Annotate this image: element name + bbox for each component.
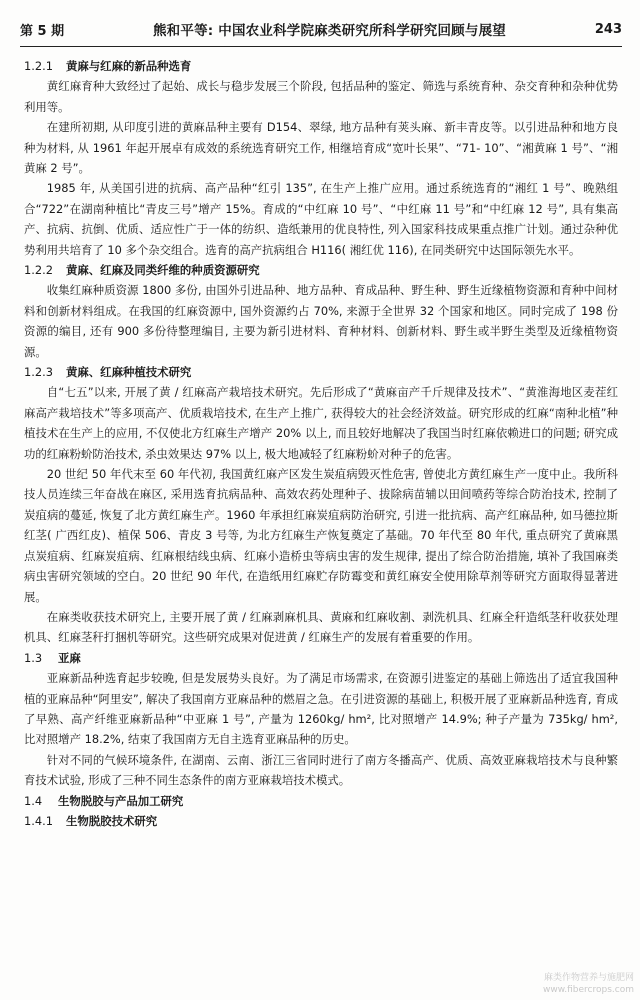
watermark-url: www.fibercrops.com xyxy=(543,985,634,995)
paragraph: 在麻类收获技术研究上, 主要开展了黄 / 红麻剥麻机具、黄麻和红麻收割、剥洗机具、红麻全秆造纸茎秆收获处理机具、红麻茎秆打捆机等研究。这些研究成果对促进黄 / 红麻生产的发展有着重要的作用。 xyxy=(24,609,618,645)
section-number: 1.2.1 xyxy=(24,59,53,73)
section-title: 生物脱胶技术研究 xyxy=(66,813,158,828)
article-body xyxy=(24,56,618,831)
header-rule xyxy=(20,46,622,47)
section-number: 1.4.1 xyxy=(24,813,53,828)
running-header xyxy=(20,16,622,42)
paragraph: 黄红麻育种大致经过了起始、成长与稳步发展三个阶段, 包括品种的鉴定、筛选与系统育种、杂交育种和杂种优势利用等。 xyxy=(24,79,618,114)
page-number: 243 xyxy=(594,21,622,37)
site-watermark xyxy=(543,972,634,996)
paragraph: 1985 年, 从美国引进的抗病、高产品种“红引 135”, 在生产上推广应用。通过系统选育的“湘红 1 号”、晚熟组合“722”在湖南种植比“青皮三号”增产 15%。育成的“中红麻 10 号”、“中红麻 11 号”和“中红麻 12 号”, 具有集高产、抗病、抗倒、优质、适应性广于一体的纺织、造纸兼用的优良特性, 列入国家科技成果重点推广计划。通过杂种优势利用共培育了 10 多个杂交组合。选育的高产抗病组合 H116( 湘红优 116), 在同类研究中达国际领先水平。 xyxy=(24,181,618,257)
section-title: 亚麻 xyxy=(58,650,81,665)
section-title: 黄麻、红麻及同类纤维的种质资源研究 xyxy=(66,263,260,278)
paragraph: 亚麻新品种选育起步较晚, 但是发展势头良好。为了满足市场需求, 在资源引进鉴定的基础上筛选出了适宜我国种植的亚麻品种“阿里安”, 解决了我国南方亚麻品种的燃眉之急。在引进资源的基础上, 积极开展了亚麻新品种选育, 育成了早熟、高产纤维亚麻新品种“中亚麻 1 号”, 产量为 1260kg/ hm², 比对照增产 14.9%; 种子产量为 735kg/ hm², 比对照增产 18.2%, 结束了我国南方无自主选育亚麻品种的历史。 xyxy=(24,671,618,747)
issue-label: 第 5 期 xyxy=(20,23,65,39)
section-number: 1.3 xyxy=(24,650,43,665)
section-number: 1.2.2 xyxy=(24,263,53,278)
section-number: 1.2.3 xyxy=(24,365,53,380)
section-heading xyxy=(24,791,618,811)
section-heading xyxy=(24,648,618,668)
paragraph: 在建所初期, 从印度引进的黄麻品种主要有 D154、翠绿, 地方品种有荚头麻、新丰青皮等。以引进品种和地方良种为材料, 从 1961 年起开展卓有成效的系统选育研究工作, 相继培育成“宽叶长果”、“71- 10”、“湘黄麻 1 号”、“湘黄麻 2 号”。 xyxy=(24,120,618,176)
section-number: 1.4 xyxy=(24,793,43,808)
section-title: 黄麻、红麻种植技术研究 xyxy=(66,365,192,380)
section-heading xyxy=(24,362,618,382)
section-title: 黄麻与红麻的新品种选育 xyxy=(66,59,192,73)
section-title: 生物脱胶与产品加工研究 xyxy=(58,793,184,808)
paragraph: 收集红麻种质资源 1800 多份, 由国外引进品种、地方品种、育成品种、野生种、野生近缘植物资源和育种中间材料和创新材料组成。在我国的红麻资源中, 国外资源约占 70%, 来源于全世界 32 个国家和地区。同时完成了 198 份资源的编目, 还有 900 多份待整理编目, 主要为新引进材料、育种材料、创新材料、野生或半野生类型及近缘植物资源。 xyxy=(24,283,618,359)
section-heading xyxy=(24,260,618,280)
paragraph: 自“七五”以来, 开展了黄 / 红麻高产栽培技术研究。先后形成了“黄麻亩产千斤规律及技术”、“黄淮海地区麦茬红麻高产栽培技术”等多项高产、优质栽培技术, 在生产上推广, 获得较大的社会经济效益。研究形成的红麻“南种北植”种植技术在生产上的应用, 不仅使北方红麻生产增产 20% 以上, 而且较好地解决了我国当时红麻依赖进口的问题; 研究成功的红麻粉蚧防治技术, 杀虫效果达 97% 以上, 极大地减轻了红麻粉蚧对种子的危害。 xyxy=(24,385,618,461)
section-heading xyxy=(24,811,618,831)
article-title: 熊和平等: 中国农业科学院麻类研究所科学研究回顾与展望 xyxy=(152,23,506,39)
watermark-name: 麻类作物营养与施肥网 xyxy=(543,973,634,983)
paragraph: 针对不同的气候环境条件, 在湖南、云南、浙江三省同时进行了南方冬播高产、优质、高效亚麻栽培技术与良种繁育技术试验, 形成了三种不同生态条件的南方亚麻栽培技术模式。 xyxy=(24,752,618,788)
paragraph: 20 世纪 50 年代末至 60 年代初, 我国黄红麻产区发生炭疽病毁灭性危害, 曾使北方黄红麻生产一度中止。我所科技人员连续三年奋战在麻区, 采用选育抗病品种、高效农药处理种子、拔除病苗辅以田间喷药等综合防治技术, 控制了炭疽病的蔓延, 恢复了北方黄红麻生产。1960 年承担红麻炭疽病防治研究, 引进一批抗病、高产红麻品种, 如马德拉斯红茎( 广西红皮)、植保 506、青皮 3 号等, 为北方红麻生产恢复奠定了基础。70 年代至 80 年代, 重点研究了黄麻黑点炭疽病、红麻炭疽病、红麻根结线虫病、红麻小造桥虫等病虫害的发生规律, 提出了综合防治措施, 填补了我国麻类病虫害研究领域的空白。20 世纪 90 年代, 在造纸用红麻贮存防霉变和黄红麻安全使用除草剂等研究方面取得显著进展。 xyxy=(24,467,618,604)
section-heading xyxy=(24,56,618,76)
